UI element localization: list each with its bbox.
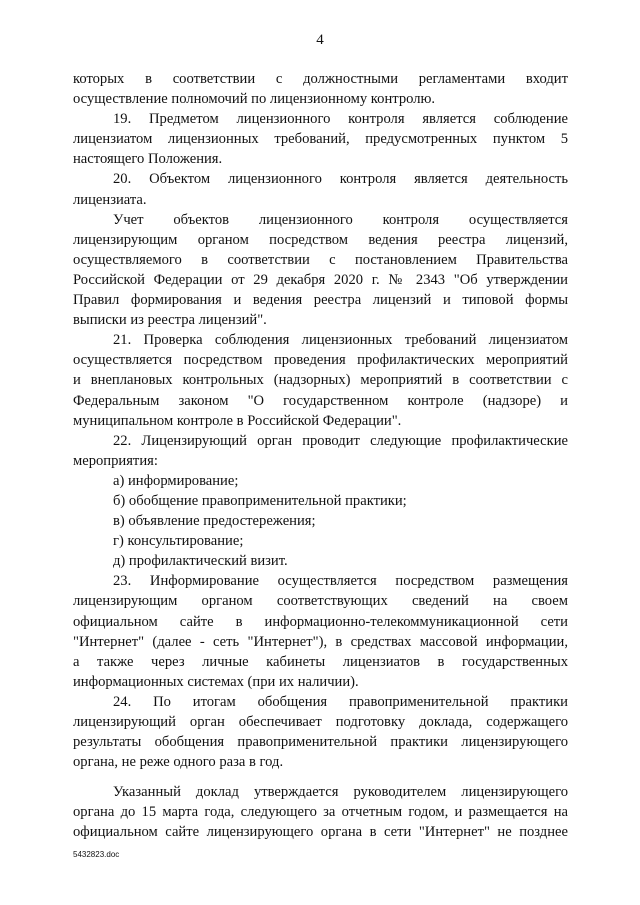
text-line: Указанный доклад утверждается руководителем лицензирующего [113, 784, 568, 801]
text-line: лицензиатом лицензионных требований, предусмотренных пунктом 5 [73, 131, 568, 148]
body-text [73, 69, 568, 843]
text-line: и внеплановых контрольных (надзорных) мероприятий в соответствии с [73, 372, 568, 389]
text-line: Российской Федерации от 29 декабря 2020 г. № 2343 "Об утверждении [73, 271, 568, 288]
text-line: официальном сайте в информационно-телекоммуникационной сети [73, 613, 568, 630]
text-line: д) профилактический визит. [113, 553, 288, 570]
text-line: мероприятия: [73, 452, 158, 469]
text-line: б) обобщение правоприменительной практики; [113, 492, 407, 509]
text-line: "Интернет" (далее - сеть "Интернет"), в средствах массовой информации, [73, 633, 568, 650]
text-line: лицензиата. [73, 191, 147, 208]
text-line: 23. Информирование осуществляется посредством размещения [113, 573, 568, 590]
text-line: 19. Предметом лицензионного контроля является соблюдение [113, 111, 568, 128]
text-line: Учет объектов лицензионного контроля осуществляется [113, 211, 568, 228]
footer-filename: 5432823.doc [73, 850, 120, 859]
text-line: выписки из реестра лицензий". [73, 312, 267, 329]
text-line: муниципальном контроле в Российской Федерации". [73, 412, 402, 429]
text-line: официальном сайте лицензирующего органа в сети "Интернет" не позднее [73, 824, 568, 841]
text-line: Правил формирования и ведения реестра лицензий и типовой формы [73, 292, 568, 309]
text-line: осуществляемого в соответствии с постановлением Правительства [73, 251, 568, 268]
text-line: которых в соответствии с должностными регламентами входит [73, 71, 568, 87]
text-line: лицензирующим органом посредством ведения реестра лицензий, [73, 231, 568, 248]
text-line: г) консультирование; [113, 533, 244, 550]
text-line: лицензирующий орган обеспечивает подготовку доклада, содержащего [73, 714, 568, 730]
text-line: лицензирующим органом соответствующих сведений на своем [73, 593, 568, 610]
text-line: осуществляется посредством проведения профилактических мероприятий [73, 352, 568, 369]
text-line: 22. Лицензирующий орган проводит следующие профилактические [113, 432, 568, 449]
text-line: настоящего Положения. [73, 151, 223, 168]
text-line: в) объявление предостережения; [113, 513, 316, 530]
text-line: а) информирование; [113, 472, 239, 489]
text-line: 21. Проверка соблюдения лицензионных требований лицензиатом [113, 332, 568, 349]
text-line: результаты обобщения правоприменительной практики лицензирующего [73, 734, 568, 751]
text-line: 24. По итогам обобщения правоприменительной практики [113, 693, 568, 710]
text-line: 20. Объектом лицензионного контроля является деятельность [113, 171, 568, 188]
paragraph-gap [73, 772, 568, 782]
text-line: органа, не реже одного раза в год. [73, 754, 284, 771]
text-line: Федеральным законом "О государственном контроле (надзоре) и [73, 392, 568, 409]
text-line: органа до 15 марта года, следующего за отчетным годом, и размещается на [73, 804, 568, 821]
text-line: информационных системах (при их наличии). [73, 673, 359, 690]
text-line: осуществление полномочий по лицензионному контролю. [73, 91, 436, 108]
text-line: а также через личные кабинеты лицензиатов в государственных [73, 653, 568, 670]
page-number: 4 [316, 32, 324, 48]
